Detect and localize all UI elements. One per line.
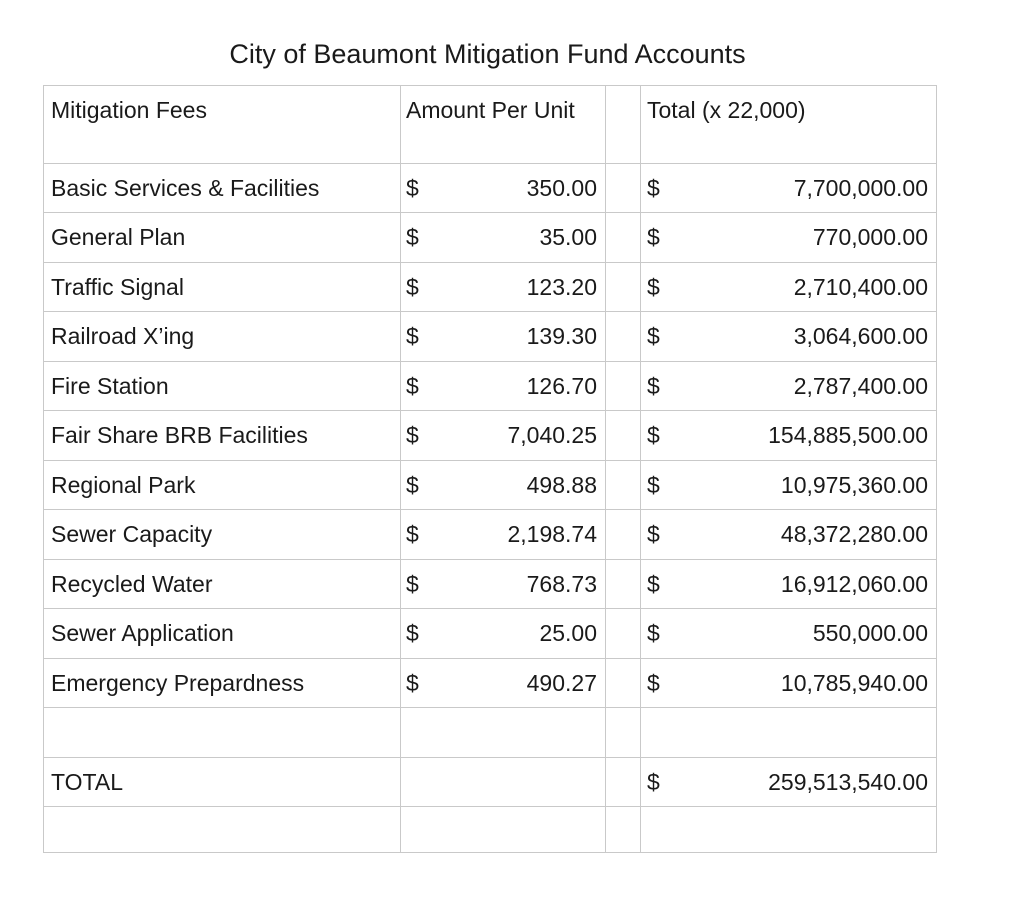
currency-symbol: $ [647, 175, 660, 201]
currency-symbol: $ [647, 373, 660, 399]
table-border-right [936, 85, 937, 853]
currency-symbol: $ [406, 175, 419, 201]
total-amount: 770,000.00 [812, 224, 928, 250]
amount-per-unit: 126.70 [526, 373, 597, 399]
fee-name: Basic Services & Facilities [51, 175, 320, 201]
currency-symbol: $ [406, 274, 419, 300]
amount-per-unit: 35.00 [539, 224, 597, 250]
total-amount: 16,912,060.00 [780, 571, 928, 597]
currency-symbol: $ [647, 323, 660, 349]
total-label: TOTAL [51, 769, 123, 795]
table-border-top [43, 85, 937, 86]
row-divider [43, 212, 937, 213]
currency-symbol: $ [406, 472, 419, 498]
currency-symbol: $ [406, 571, 419, 597]
currency-symbol: $ [406, 323, 419, 349]
total-amount: 7,700,000.00 [793, 175, 928, 201]
amount-per-unit: 498.88 [526, 472, 597, 498]
row-divider [43, 559, 937, 560]
amount-per-unit: 490.27 [526, 670, 597, 696]
currency-symbol: $ [647, 521, 660, 547]
amount-per-unit: 123.20 [526, 274, 597, 300]
row-divider [43, 608, 937, 609]
document-title: City of Beaumont Mitigation Fund Accounts [229, 39, 746, 69]
row-divider [43, 460, 937, 461]
row-divider [43, 707, 937, 708]
amount-per-unit: 25.00 [539, 620, 597, 646]
column-divider [640, 85, 641, 853]
currency-symbol: $ [647, 769, 660, 795]
total-amount: 48,372,280.00 [780, 521, 928, 547]
row-divider [43, 262, 937, 263]
fee-name: Traffic Signal [51, 274, 184, 300]
fee-name: Railroad X’ing [51, 323, 195, 349]
currency-symbol: $ [647, 620, 660, 646]
currency-symbol: $ [406, 373, 419, 399]
fee-name: Emergency Prepardness [51, 670, 305, 696]
total-amount: 2,787,400.00 [793, 373, 928, 399]
total-amount: 550,000.00 [812, 620, 928, 646]
column-divider [605, 85, 606, 853]
row-divider [43, 757, 937, 758]
fee-name: Fair Share BRB Facilities [51, 422, 308, 448]
fee-name: Fire Station [51, 373, 169, 399]
fee-name: General Plan [51, 224, 186, 250]
currency-symbol: $ [406, 670, 419, 696]
currency-symbol: $ [647, 422, 660, 448]
row-divider [43, 361, 937, 362]
row-divider [43, 311, 937, 312]
fee-name: Sewer Capacity [51, 521, 213, 547]
total-amount: 2,710,400.00 [793, 274, 928, 300]
header-mitigation-fees: Mitigation Fees [51, 97, 207, 123]
amount-per-unit: 7,040.25 [507, 422, 597, 448]
row-divider [43, 806, 937, 807]
currency-symbol: $ [647, 571, 660, 597]
column-divider [400, 85, 401, 853]
currency-symbol: $ [406, 422, 419, 448]
fee-name: Recycled Water [51, 571, 213, 597]
row-divider [43, 509, 937, 510]
currency-symbol: $ [406, 224, 419, 250]
currency-symbol: $ [406, 521, 419, 547]
header-amount-per-unit: Amount Per Unit [406, 97, 575, 123]
mitigation-fees-table [43, 85, 937, 853]
row-divider [43, 410, 937, 411]
row-divider [43, 163, 937, 164]
total-amount: 154,885,500.00 [768, 422, 928, 448]
row-divider [43, 658, 937, 659]
table-border-left [43, 85, 44, 853]
currency-symbol: $ [647, 274, 660, 300]
amount-per-unit: 139.30 [526, 323, 597, 349]
currency-symbol: $ [647, 670, 660, 696]
fee-name: Sewer Application [51, 620, 234, 646]
currency-symbol: $ [406, 620, 419, 646]
amount-per-unit: 350.00 [526, 175, 597, 201]
amount-per-unit: 2,198.74 [507, 521, 597, 547]
fee-name: Regional Park [51, 472, 196, 498]
table-border-bottom [43, 852, 937, 853]
grand-total-amount: 259,513,540.00 [768, 769, 928, 795]
total-amount: 3,064,600.00 [793, 323, 928, 349]
header-total: Total (x 22,000) [647, 97, 806, 123]
currency-symbol: $ [647, 224, 660, 250]
total-amount: 10,975,360.00 [780, 472, 928, 498]
total-amount: 10,785,940.00 [780, 670, 928, 696]
amount-per-unit: 768.73 [526, 571, 597, 597]
currency-symbol: $ [647, 472, 660, 498]
